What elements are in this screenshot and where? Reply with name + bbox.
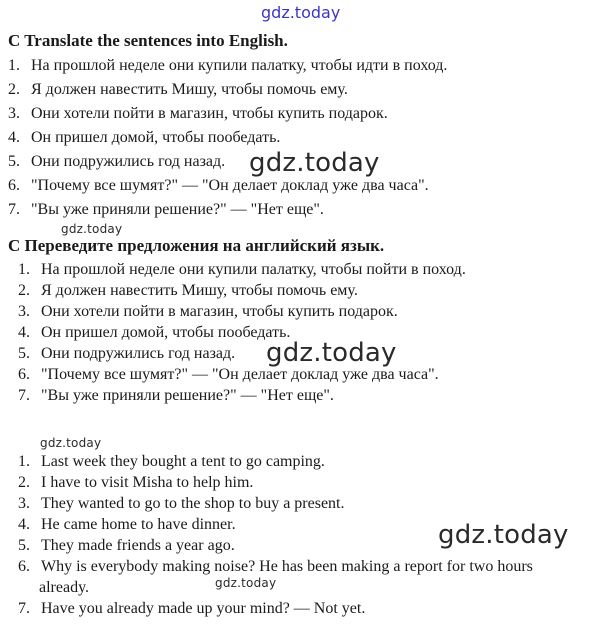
item-text: Они хотели пойти в магазин, чтобы купить подарок.	[31, 105, 388, 122]
item-number: 6.	[18, 558, 30, 575]
section2-heading: С Переведите предложения на английский язык.	[8, 236, 385, 255]
watermark-small-3: gdz.today	[215, 576, 277, 590]
item-text: Они подружились год назад.	[41, 345, 236, 362]
answer-item-6	[18, 557, 533, 577]
item-text: I have to visit Misha to help him.	[41, 474, 254, 491]
section2-item-7	[18, 386, 334, 406]
watermark-top: gdz.today	[261, 3, 341, 22]
section1-item-5	[8, 152, 225, 172]
section2-item-6	[18, 365, 439, 385]
item-number: 2.	[8, 81, 20, 98]
item-number: 3.	[18, 495, 30, 512]
section2-item-1	[18, 260, 466, 280]
item-text: He came home to have dinner.	[41, 516, 236, 533]
section2-item-2	[18, 281, 358, 301]
answer-item-4	[18, 515, 236, 535]
item-text: Он пришел домой, чтобы пообедать.	[41, 324, 291, 341]
answer-item-3	[18, 494, 345, 514]
item-text: They made friends a year ago.	[41, 537, 235, 554]
item-number: 4.	[8, 129, 20, 146]
watermark-mid-3: gdz.today	[438, 520, 569, 550]
item-number: 3.	[8, 105, 20, 122]
item-text: They wanted to go to the shop to buy a present.	[41, 495, 345, 512]
watermark-small-1: gdz.today	[61, 222, 123, 236]
item-text: "Вы уже приняли решение?" — "Нет еще".	[41, 387, 334, 404]
watermark-small-2: gdz.today	[40, 436, 102, 450]
section1-heading: C Translate the sentences into English.	[8, 31, 288, 50]
watermark-mid-2: gdz.today	[266, 338, 397, 368]
item-number: 4.	[18, 516, 30, 533]
item-number: 4.	[18, 324, 30, 341]
section1-item-2	[8, 80, 348, 100]
watermark-mid-1: gdz.today	[249, 148, 380, 178]
item-text: На прошлой неделе они купили палатку, чтобы идти в поход.	[31, 57, 448, 74]
section1-item-6	[8, 176, 429, 196]
item-number: 2.	[18, 282, 30, 299]
item-number: 7.	[18, 600, 30, 617]
item-text: "Почему все шумят?" — "Он делает доклад уже два часа".	[41, 366, 439, 383]
item-number: 1.	[8, 57, 20, 74]
item-text: Last week they bought a tent to go camping.	[41, 453, 325, 470]
section2-item-4	[18, 323, 290, 343]
item-text: На прошлой неделе они купили палатку, чтобы пойти в поход.	[41, 261, 466, 278]
section1-item-7	[8, 200, 324, 220]
item-number: 5.	[18, 537, 30, 554]
answer-item-6-continuation: already.	[39, 579, 90, 596]
item-text: Они хотели пойти в магазин, чтобы купить подарок.	[41, 303, 398, 320]
answer-item-7	[18, 599, 365, 619]
item-text: Он пришел домой, чтобы пообедать.	[31, 129, 281, 146]
item-number: 1.	[18, 261, 30, 278]
answer-item-5	[18, 536, 235, 556]
section2-item-3	[18, 302, 398, 322]
item-text: Why is everybody making noise? He has been making a report for two hours	[41, 558, 533, 575]
item-text: "Вы уже приняли решение?" — "Нет еще".	[31, 201, 324, 218]
item-number: 7.	[8, 201, 20, 218]
answer-item-2	[18, 473, 253, 493]
item-number: 3.	[18, 303, 30, 320]
section1-item-1	[8, 56, 447, 76]
item-number: 1.	[18, 453, 30, 470]
item-number: 6.	[18, 366, 30, 383]
item-text: Они подружились год назад.	[31, 153, 226, 170]
item-text: Have you already made up your mind? — Not yet.	[41, 600, 366, 617]
item-number: 2.	[18, 474, 30, 491]
answer-item-1	[18, 452, 325, 472]
item-number: 6.	[8, 177, 20, 194]
section2-item-5	[18, 344, 235, 364]
item-number: 5.	[8, 153, 20, 170]
item-text: Я должен навестить Мишу, чтобы помочь ему.	[41, 282, 358, 299]
item-number: 7.	[18, 387, 30, 404]
item-text: Я должен навестить Мишу, чтобы помочь ему.	[31, 81, 348, 98]
item-number: 5.	[18, 345, 30, 362]
section1-item-3	[8, 104, 388, 124]
section1-item-4	[8, 128, 280, 148]
item-text: "Почему все шумят?" — "Он делает доклад уже два часа".	[31, 177, 429, 194]
